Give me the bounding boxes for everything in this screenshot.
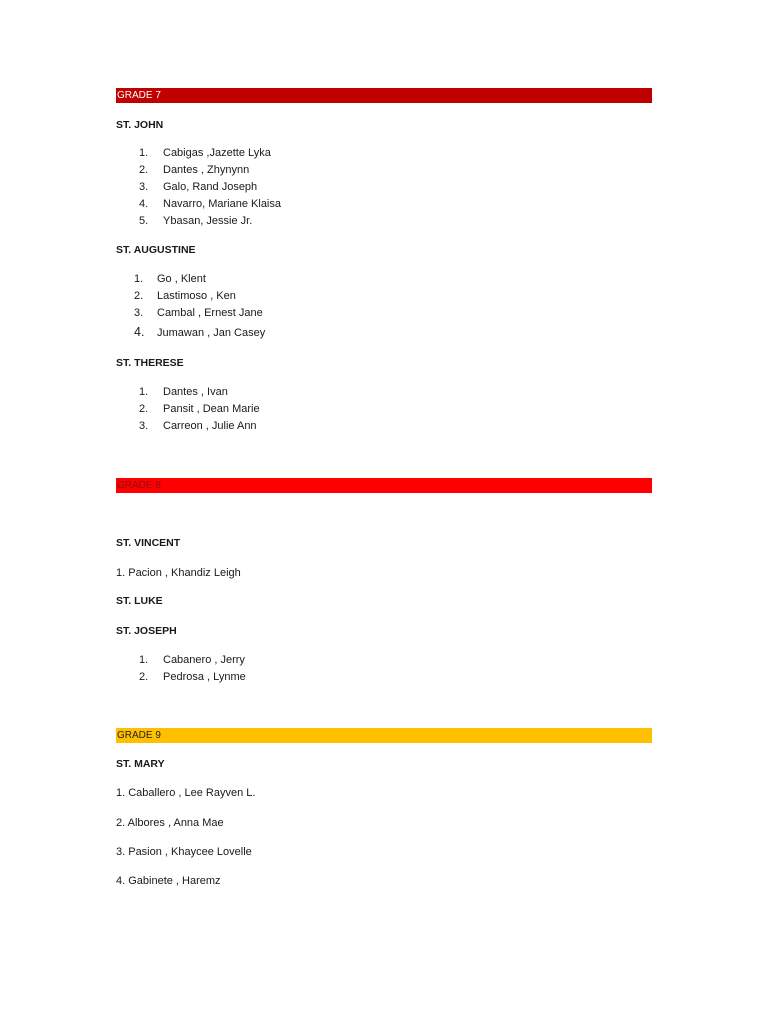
list-item-number: 3. xyxy=(134,307,144,319)
list-item: 1. Pacion , Khandiz Leigh xyxy=(116,567,241,579)
list-item-name: Carreon , Julie Ann xyxy=(163,420,257,432)
list-item-name: Dantes , Zhynynn xyxy=(163,164,250,176)
list-item-name: Ybasan, Jessie Jr. xyxy=(163,215,253,227)
grade-7-label: GRADE 7 xyxy=(117,90,161,101)
list-item-name: Lastimoso , Ken xyxy=(157,290,236,302)
section-st-john-title: ST. JOHN xyxy=(116,119,164,131)
section-st-augustine-title: ST. AUGUSTINE xyxy=(116,244,196,256)
list-item-name: Jumawan , Jan Casey xyxy=(157,327,266,339)
list-item-number: 1. xyxy=(139,386,149,398)
list-item: 4. Gabinete , Haremz xyxy=(116,875,221,887)
list-item-number: 1. xyxy=(134,273,144,285)
section-st-mary-title: ST. MARY xyxy=(116,758,165,770)
list-item-number: 1. xyxy=(139,147,149,159)
list-item-name: Navarro, Mariane Klaisa xyxy=(163,198,281,210)
list-item-name: Pansit , Dean Marie xyxy=(163,403,260,415)
list-item-number: 2. xyxy=(139,671,149,683)
grade-7-bar xyxy=(116,88,652,103)
list-item-name: Pedrosa , Lynme xyxy=(163,671,246,683)
section-st-vincent-title: ST. VINCENT xyxy=(116,537,181,549)
list-item-number: 2. xyxy=(139,164,149,176)
list-item-name: Cabanero , Jerry xyxy=(163,654,245,666)
list-item-name: Cambal , Ernest Jane xyxy=(157,307,263,319)
list-item-name: Galo, Rand Joseph xyxy=(163,181,258,193)
grade-9-bar xyxy=(116,728,652,743)
list-item: 2. Albores , Anna Mae xyxy=(116,817,224,829)
list-item-name: Dantes , Ivan xyxy=(163,386,228,398)
list-item-number: 3. xyxy=(139,181,149,193)
grade-8-label: GRADE 8 xyxy=(117,480,161,491)
list-item-number: 2. xyxy=(134,290,144,302)
section-st-therese-title: ST. THERESE xyxy=(116,357,184,369)
list-item-name: Go , Klent xyxy=(157,273,206,285)
list-item-number: 4. xyxy=(139,198,149,210)
list-item-name: Cabigas ,Jazette Lyka xyxy=(163,147,271,159)
list-item-number: 3. xyxy=(139,420,149,432)
list-item-number: 2. xyxy=(139,403,149,415)
list-item-number: 5. xyxy=(139,215,149,227)
list-item-number: 1. xyxy=(139,654,149,666)
list-item: 3. Pasion , Khaycee Lovelle xyxy=(116,846,252,858)
grade-9-label: GRADE 9 xyxy=(117,730,161,741)
list-item: 1. Caballero , Lee Rayven L. xyxy=(116,787,256,799)
section-st-luke-title: ST. LUKE xyxy=(116,595,163,607)
section-st-joseph-title: ST. JOSEPH xyxy=(116,625,177,637)
list-item-number: 4. xyxy=(134,325,145,339)
grade-8-bar xyxy=(116,478,652,493)
